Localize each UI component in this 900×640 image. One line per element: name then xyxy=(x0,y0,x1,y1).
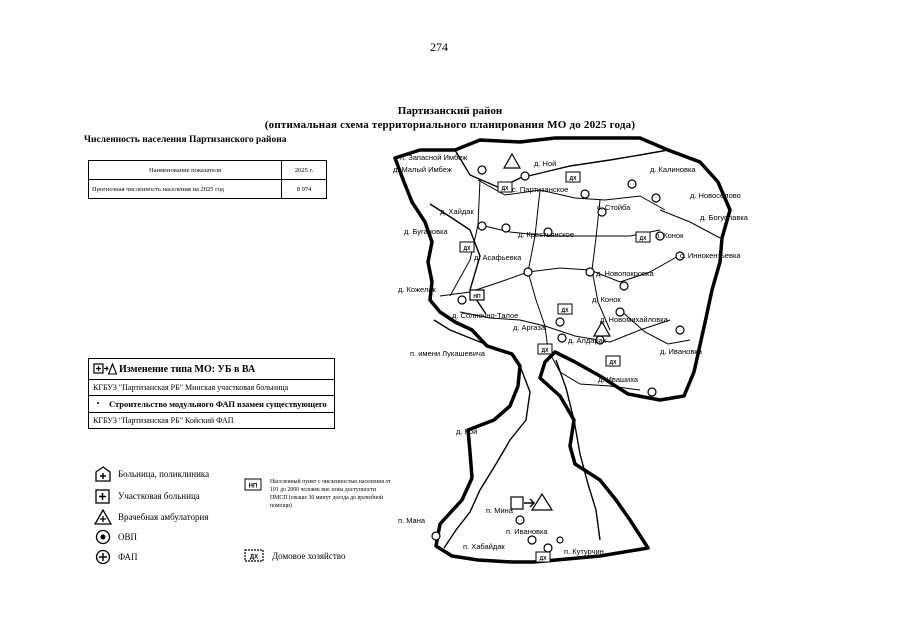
ambulatory-markers xyxy=(501,154,610,510)
np-code: НП xyxy=(473,294,481,300)
change-arrow xyxy=(524,499,534,507)
settlement-label: п. Мана xyxy=(398,516,426,525)
settlement-label: с. Иннокентьевка xyxy=(680,251,741,260)
settlement-label: п. Ивановка xyxy=(506,527,548,536)
dx-code: ДХ xyxy=(539,556,547,562)
hospital-icon xyxy=(94,466,112,482)
dx-code: ДХ xyxy=(541,348,549,354)
settlement-label: д. Ной xyxy=(534,159,557,168)
settlement-label: п. Кутурчин xyxy=(564,547,604,556)
svg-text:ДХ: ДХ xyxy=(249,554,259,561)
legend-district-hospital: Участковая больница xyxy=(94,488,200,504)
dx-code: ДХ xyxy=(501,186,509,192)
settlement-label: д. Кожелак xyxy=(398,285,436,294)
settlement-label: п. Запасной Имбеж xyxy=(400,153,468,162)
settlement-label: д. Крестьянское xyxy=(518,230,575,239)
svg-text:НП: НП xyxy=(248,483,258,490)
settlement-label: д. Кой xyxy=(456,427,478,436)
legend-fap: ФАП xyxy=(94,549,138,565)
settlement-label: д. Калиновка xyxy=(650,165,696,174)
fap-icon xyxy=(94,549,112,565)
settlement-label: д. Солнечно-Талое xyxy=(452,311,519,320)
settlement-label: д. Конок xyxy=(592,295,621,304)
page-title: Партизанский район xyxy=(397,105,503,117)
bullet-icon: • xyxy=(96,399,100,408)
settlement-label: д. Хайдак xyxy=(440,207,474,216)
settlement-label: д. Богуславка xyxy=(700,213,748,222)
settlement-label: д. Ивашиха xyxy=(598,375,639,384)
legend-ambulatory: Врачебная амбулатория xyxy=(94,509,209,525)
column-header-year: 2025 г. xyxy=(282,161,327,180)
row-value: 8 974 xyxy=(282,180,327,199)
settlement-label: с. Партизанское xyxy=(512,185,569,194)
dx-code: ДХ xyxy=(609,360,617,366)
settlement-label: д. Аргаза xyxy=(513,323,545,332)
settlement-label: д. Асафьевка xyxy=(474,253,522,262)
dx-code: ДХ xyxy=(561,308,569,314)
page-subtitle: (оптимальная схема территориального планирования МО до 2025 года) xyxy=(264,119,636,131)
dx-code: ДХ xyxy=(463,246,471,252)
change-item-2: КГБУЗ "Партизанская РБ" Койский ФАП xyxy=(89,412,334,428)
dx-code: ДХ xyxy=(569,176,577,182)
change-box xyxy=(88,358,335,429)
legend-household: ДХ Домовое хозяйство xyxy=(244,549,346,563)
settlement-label: д. Новосёлово xyxy=(690,191,741,200)
row-label: Прогнозная численность населения на 2025 год xyxy=(89,180,282,199)
household-icon xyxy=(244,549,266,563)
settlement-label: с. Стойба xyxy=(597,203,631,212)
legend-settlement: НП Населенный пункт с численностью населения от 101 до 2000 человек вне зоны доступности ПМСП (свыше 30 минут доезда до врачебной помощи) xyxy=(244,478,392,510)
settlement-label: п. Хабайдак xyxy=(463,542,505,551)
build-title: Строительство модульного ФАП взамен существующего xyxy=(109,399,327,409)
change-item-1: КГБУЗ "Партизанская РБ" Минская участковая больница xyxy=(89,379,334,395)
page-number: 274 xyxy=(430,40,448,54)
settlement-label: д. Бугановка xyxy=(404,227,448,236)
district-hospital-icon xyxy=(94,488,112,504)
change-type-icon xyxy=(93,362,117,376)
settlement-label: д. Алдарак xyxy=(568,336,607,345)
legend-hospital: Больница, поликлиника xyxy=(94,466,209,482)
ovp-icon xyxy=(94,529,112,545)
ambulatory-icon xyxy=(94,509,112,525)
column-header-name: Наименование показателя xyxy=(89,161,282,180)
settlement-labels xyxy=(393,153,749,556)
settlement-label: д. Новомихайловка xyxy=(600,315,668,324)
settlement-label: п. имени Лукашевича xyxy=(410,349,485,358)
settlement-label: д. Новопокровка xyxy=(596,269,654,278)
dx-code: ДХ xyxy=(639,236,647,242)
settlement-label: д. Малый Имбеж xyxy=(393,165,452,174)
settlement-label: п. Мина xyxy=(486,506,513,515)
population-heading: Численность населения Партизанского района xyxy=(84,135,287,145)
change-heading: Изменение типа МО: УБ в ВА xyxy=(119,363,256,375)
settlement-label: п. Конок xyxy=(655,231,684,240)
fap-markers xyxy=(432,166,684,552)
road-network xyxy=(440,180,720,390)
legend-ovp: ОВП xyxy=(94,529,137,545)
settlement-label: д. Ивановка xyxy=(660,347,702,356)
settlement-icon xyxy=(244,478,264,492)
